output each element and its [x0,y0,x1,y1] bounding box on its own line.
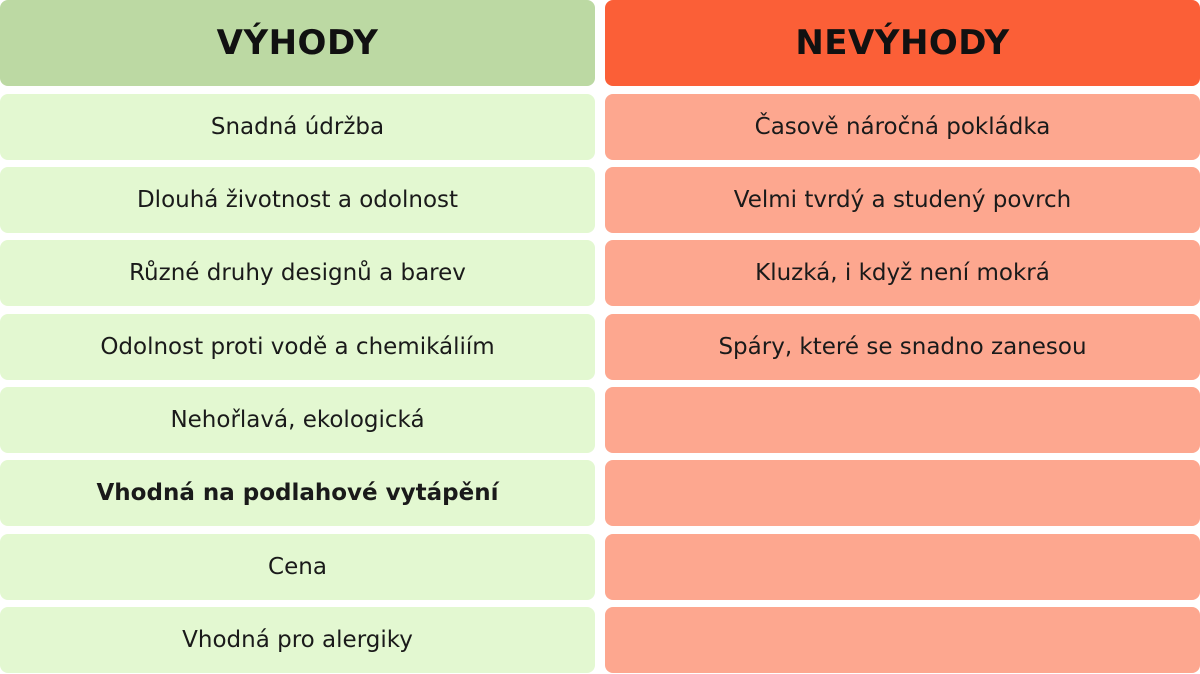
advantage-item: Cena [0,534,595,600]
disadvantage-item: Velmi tvrdý a studený povrch [605,167,1200,233]
disadvantages-header: NEVÝHODY [605,0,1200,86]
advantage-item: Nehořlavá, ekologická [0,387,595,453]
advantage-item: Snadná údržba [0,94,595,160]
advantage-item: Dlouhá životnost a odolnost [0,167,595,233]
advantage-item: Různé druhy designů a barev [0,240,595,306]
disadvantage-item: Spáry, které se snadno zanesou [605,314,1200,380]
advantages-column [0,0,595,653]
disadvantage-item-empty [605,460,1200,526]
disadvantage-item-empty [605,607,1200,673]
advantages-header: VÝHODY [0,0,595,86]
disadvantage-item-empty [605,534,1200,600]
disadvantage-item-empty [605,387,1200,453]
disadvantage-item: Kluzká, i když není mokrá [605,240,1200,306]
disadvantage-item: Časově náročná pokládka [605,94,1200,160]
disadvantages-column [605,0,1200,360]
advantage-item: Odolnost proti vodě a chemikáliím [0,314,595,380]
advantage-item-highlighted: Vhodná na podlahové vytápění [0,460,595,526]
advantage-item: Vhodná pro alergiky [0,607,595,673]
